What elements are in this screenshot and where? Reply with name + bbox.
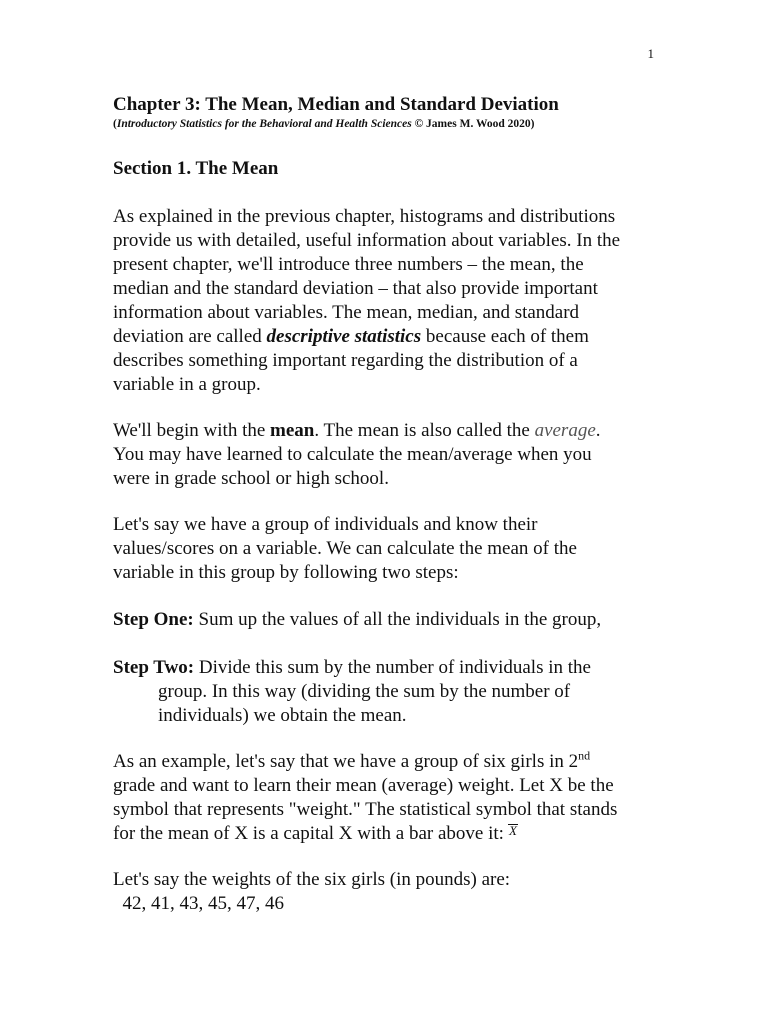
paragraph-line: were in grade school or high school. xyxy=(113,468,389,489)
term-mean: mean xyxy=(270,420,315,441)
paragraph-line: grade and want to learn their mean (average) weight. Let X be the xyxy=(113,775,614,796)
step-one-text: Sum up the values of all the individuals in the group, xyxy=(193,609,602,630)
paragraph-line: median and the standard deviation – that also provide important xyxy=(113,278,598,299)
paragraph-line: Let's say we have a group of individuals and know their xyxy=(113,514,538,535)
paragraph-line: variable in a group. xyxy=(113,374,261,395)
paragraph-line: information about variables. The mean, median, and standard xyxy=(113,302,580,323)
ordinal-suffix: nd xyxy=(578,748,591,763)
paragraph-line: symbol that represents "weight." The statistical symbol that stands xyxy=(113,799,618,820)
page-number: 1 xyxy=(647,46,654,61)
paragraph-line xyxy=(113,419,673,443)
text-run: . xyxy=(595,420,601,441)
paragraph-line xyxy=(113,325,673,349)
subtitle-copyright: © James M. Wood 2020) xyxy=(411,118,535,130)
paragraph-line: Let's say the weights of the six girls (in pounds) are: xyxy=(113,869,511,890)
weights-list: 42, 41, 43, 45, 47, 46 xyxy=(113,893,284,914)
step-one-label: Step One: xyxy=(113,609,194,630)
step-two-label: Step Two: xyxy=(113,657,195,678)
paragraph-line: provide us with detailed, useful information about variables. In the xyxy=(113,230,621,251)
text-run: for the mean of X is a capital X with a bar above it: xyxy=(113,823,504,844)
chapter-title: Chapter 3: The Mean, Median and Standard Deviation xyxy=(113,94,559,115)
paragraph-steps-intro xyxy=(113,513,673,585)
text-run: As an example, let's say that we have a group of six girls in 2 xyxy=(113,751,579,772)
step-two xyxy=(113,656,673,728)
text-run: deviation are called xyxy=(113,326,267,347)
subtitle-book-title: Introductory Statistics for the Behavioral and Health Sciences xyxy=(116,118,412,130)
paragraph-intro xyxy=(113,205,673,397)
section-heading: Section 1. The Mean xyxy=(113,158,279,179)
chapter-subtitle xyxy=(113,118,534,130)
paragraph-weights xyxy=(113,868,673,916)
paragraph-line xyxy=(113,750,673,774)
paragraph-line: describes something important regarding the distribution of a xyxy=(113,350,578,371)
paragraph-line: values/scores on a variable. We can calculate the mean of the xyxy=(113,538,577,559)
paragraph-example xyxy=(113,750,673,846)
paragraph-line: individuals) we obtain the mean. xyxy=(158,705,407,726)
paragraph-line xyxy=(113,608,673,632)
paragraph-mean xyxy=(113,419,673,491)
text-run: . The mean is also called the xyxy=(314,420,535,441)
paragraph-line: variable in this group by following two steps: xyxy=(113,562,459,583)
paragraph-line: You may have learned to calculate the mean/average when you xyxy=(113,444,592,465)
paragraph-line: present chapter, we'll introduce three numbers – the mean, the xyxy=(113,254,584,275)
term-descriptive-statistics: descriptive statistics xyxy=(266,326,422,347)
paragraph-line xyxy=(113,656,673,680)
paragraph-line: As explained in the previous chapter, histograms and distributions xyxy=(113,206,616,227)
text-run: because each of them xyxy=(421,326,589,347)
text-run: We'll begin with the xyxy=(113,420,271,441)
paragraph-line xyxy=(113,822,673,846)
step-two-text: Divide this sum by the number of individuals in the xyxy=(194,657,591,678)
term-average: average xyxy=(534,420,596,441)
subtitle-open-paren: ( xyxy=(113,118,117,130)
paragraph-line: group. In this way (dividing the sum by the number of xyxy=(158,681,571,702)
x-bar-symbol: X xyxy=(508,823,517,838)
step-one xyxy=(113,608,673,632)
